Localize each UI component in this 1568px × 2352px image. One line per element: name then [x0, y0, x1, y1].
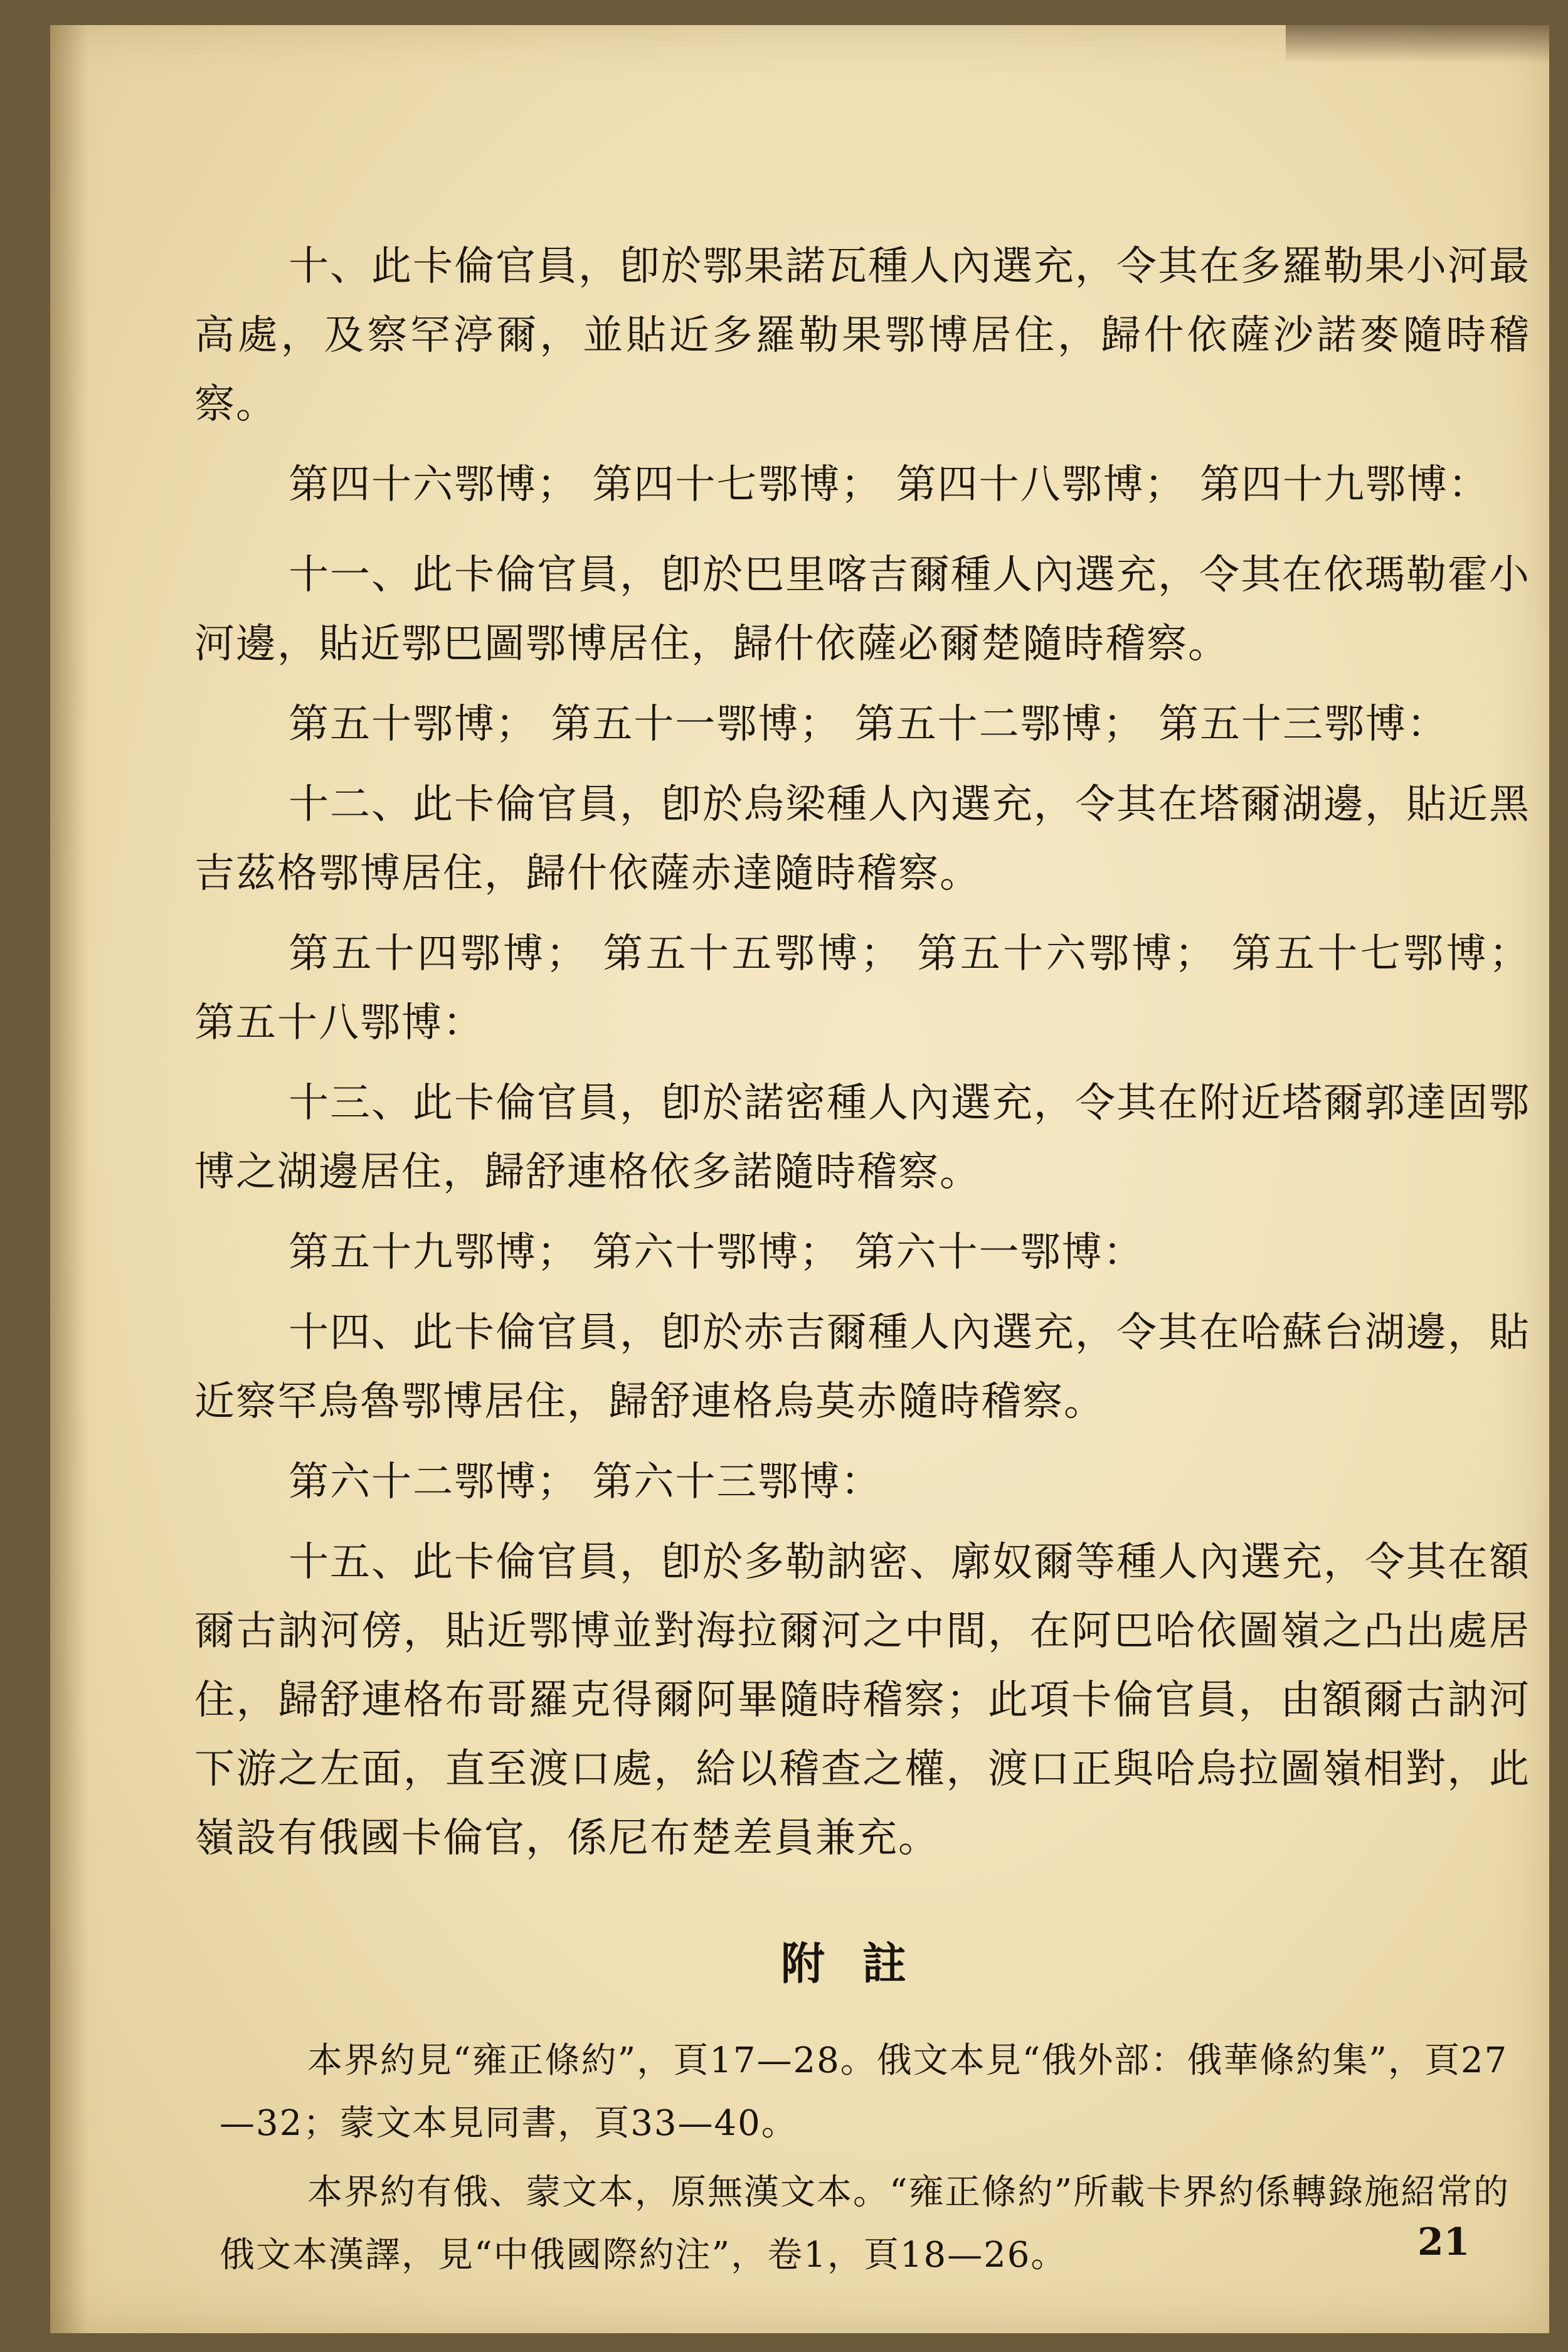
- page-top-shadow: [1286, 25, 1549, 63]
- page-gutter-shadow: [50, 25, 88, 2333]
- obo-list-59-61: 第五十九鄂博； 第六十鄂博； 第六十一鄂博：: [289, 1229, 1145, 1276]
- obo-list-50-53: 第五十鄂博； 第五十一鄂博； 第五十二鄂博； 第五十三鄂博：: [289, 701, 1449, 748]
- paragraph-10: 十、此卡倫官員，卽於鄂果諾瓦種人內選充，令其在多羅勒果小河最高處，及察罕渟爾，並貼近多羅勒果鄂博居住，歸什依薩沙諾麥隨時稽察。: [194, 243, 1530, 428]
- notes-heading: 附註: [781, 1937, 944, 1989]
- paragraph-11: 十一、此卡倫官員，卽於巴里喀吉爾種人內選充，令其在依瑪勒霍小河邊，貼近鄂巴圖鄂博居住，歸什依薩必爾楚隨時稽察。: [194, 552, 1530, 667]
- note-1: 本界約見“雍正條約”，頁17—28。俄文本見“俄外部：俄華條約集”，頁27—32；蒙文本見同書，頁33—40。: [220, 2040, 1508, 2144]
- obo-list-62-63: 第六十二鄂博； 第六十三鄂博：: [289, 1459, 882, 1505]
- paragraph-15: 十五、此卡倫官員，卽於多勒訥密、廓奴爾等種人內選充，令其在額爾古訥河傍，貼近鄂博並對海拉爾河之中間，在阿巴哈依圖嶺之凸出處居住，歸舒連格布哥羅克得爾阿畢隨時稽察；此項卡倫官員，由額爾古訥河下游之左面，直至渡口處，給以稽查之權，渡口正與哈烏拉圖嶺相對，此嶺設有俄國卡倫官，係尼布楚差員兼充。: [194, 1539, 1530, 1862]
- main-text: [194, 232, 1530, 2293]
- paragraph-14: 十四、此卡倫官員，卽於赤吉爾種人內選充，令其在哈蘇台湖邊，貼近察罕烏魯鄂博居住，歸舒連格烏莫赤隨時稽察。: [194, 1310, 1530, 1425]
- paragraph-12: 十二、此卡倫官員，卽於烏梁種人內選充，令其在塔爾湖邊，貼近黑吉茲格鄂博居住，歸什依薩赤達隨時稽察。: [194, 781, 1530, 897]
- paragraph-13: 十三、此卡倫官員，卽於諾密種人內選充，令其在附近塔爾郭達固鄂博之湖邊居住，歸舒連格依多諾隨時稽察。: [194, 1080, 1530, 1195]
- note-2: 本界約有俄、蒙文本，原無漢文本。“雍正條約”所載卡界約係轉錄施紹常的俄文本漢譯，見“中俄國際約注”，卷1，頁18—26。: [220, 2172, 1510, 2275]
- obo-list-54-58: 第五十四鄂博； 第五十五鄂博； 第五十六鄂博； 第五十七鄂博； 第五十八鄂博：: [194, 931, 1530, 1046]
- book-page: [50, 25, 1549, 2333]
- obo-list-46-49: 第四十六鄂博； 第四十七鄂博； 第四十八鄂博； 第四十九鄂博：: [289, 462, 1490, 508]
- page-number: 21: [1417, 2220, 1470, 2264]
